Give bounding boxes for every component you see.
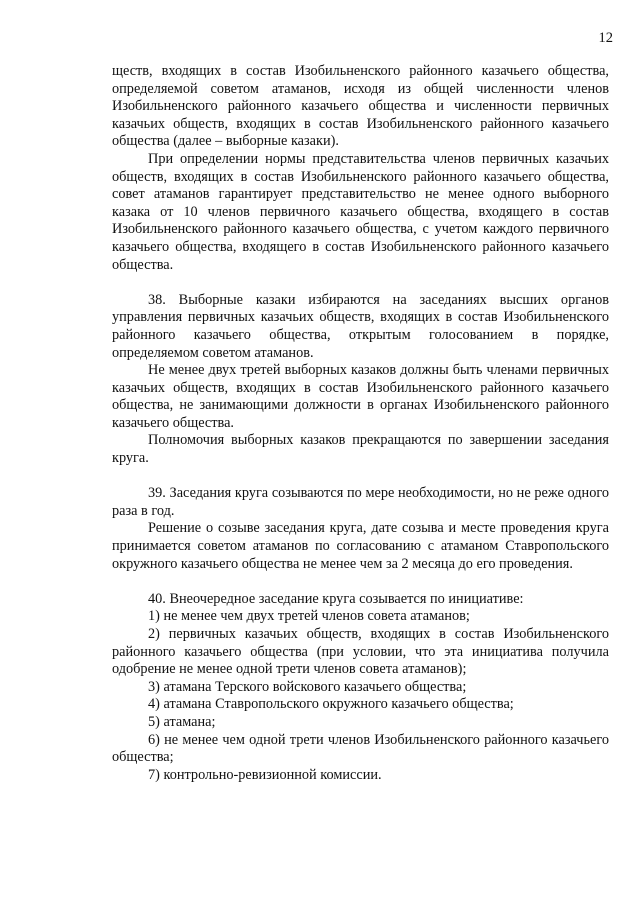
page-number: 12 bbox=[598, 30, 613, 46]
list-item: 2) первичных казачьих обществ, входящих в состав Изобильненского районного казачьего общества (при условии, что эта инициатива получила одобрение не менее одной трети членов совета атаманов); bbox=[112, 626, 609, 678]
paragraph-clause-39: 39. Заседания круга созываются по мере необходимости, но не реже одного раза в год. bbox=[112, 485, 609, 519]
list-item: 3) атамана Терского войскового казачьего общества; bbox=[148, 678, 467, 695]
paragraph-representation-norm: При определении нормы представительства членов первичных казачьих обществ, входящих в состав Изобильненского районного казачьего общества, совет атаманов гарантирует представительство не менее одного выборного казака от 10 членов первичного казачьего общества, входящего в состав Изобильненского районного казачьего общества, с учетом каждого первичного казачьего общества, входящего в состав Изобильненского районного казачьего общества. bbox=[112, 150, 609, 273]
list-item: 7) контрольно-ревизионной комиссии. bbox=[148, 766, 382, 783]
list-item: 5) атамана; bbox=[148, 713, 216, 730]
paragraph-clause-40: 40. Внеочередное заседание круга созывается по инициативе: bbox=[148, 590, 524, 607]
paragraph-continuation: ществ, входящих в состав Изобильненского районного казачьего общества, определяемой советом атаманов, исходя из общей численности членов Изобильненского районного казачьего общества и численности первичных казачьих обществ, входящих в состав Изобильненского районного казачьего общества (далее – выборные казаки). bbox=[112, 63, 609, 150]
list-item: 1) не менее чем двух третей членов совета атаманов; bbox=[148, 608, 470, 625]
paragraph-clause-38: 38. Выборные казаки избираются на заседаниях высших органов управления первичных казачьих обществ, входящих в состав Изобильненского районного казачьего общества, открытым голосованием в порядке, определяемом советом атаманов. bbox=[112, 291, 609, 361]
document-body bbox=[112, 63, 609, 784]
list-item: 4) атамана Ставропольского окружного казачьего общества; bbox=[148, 696, 514, 713]
paragraph-convocation-decision: Решение о созыве заседания круга, дате созыва и месте проведения круга принимается советом атаманов по согласованию с атаманом Ставропольского окружного казачьего общества не менее чем за 2 месяца до его проведения. bbox=[112, 520, 609, 572]
paragraph-powers-termination: Полномочия выборных казаков прекращаются по завершении заседания круга. bbox=[112, 432, 609, 467]
list-item: 6) не менее чем одной трети членов Изобильненского районного казачьего общества; bbox=[112, 731, 609, 766]
paragraph-two-thirds: Не менее двух третей выборных казаков должны быть членами первичных казачьих обществ, входящих в состав Изобильненского районного казачьего общества, не занимающими должности в органах Изобильненского районного казачьего общества. bbox=[112, 362, 609, 431]
